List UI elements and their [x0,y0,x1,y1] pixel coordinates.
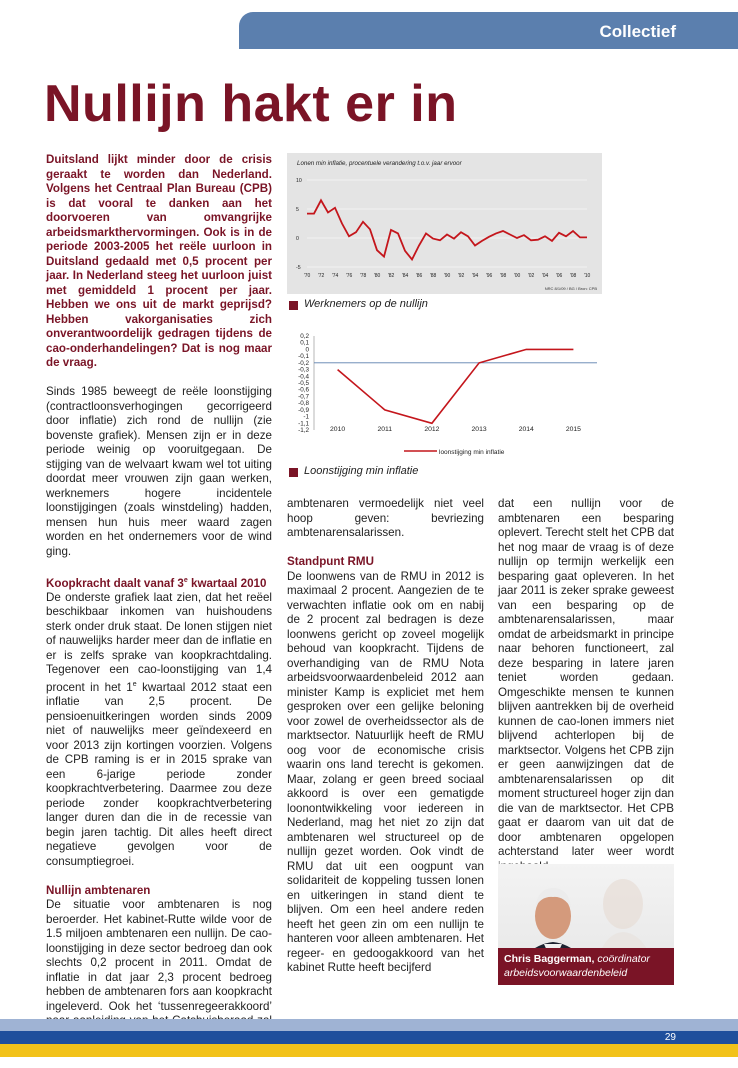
x-tick-label: 2010 [330,426,346,433]
column-1 [46,153,272,1058]
paragraph: De onderste grafiek laat zien, dat het reëel beschikbaar inkomen van huishoudens sterk onder druk staat. De lonen stijgen niet of nauwelijks harder meer dan de inflatie en er is zelfs sprake van koopkrachtdaling. Tegenover een cao-loonstijging van 1,4 procent in het 1e kwartaal 2012 staat een inflatie van 2,5 procent. De pensioenuitkeringen worden sinds 2009 niet of nauwelijks meer geïndexeerd en voor 2013 zijn kortingen voorzien. Volgens de CPB raming is er in 2015 sprake van een 6-jarige periode zonder koopkrachtverbetering. Daarmee zou deze periode zonder koopkrachtverbetering langer duren dan die in de recessie van begin jaren tachtig. Dit alles heeft direct negatieve gevolgen voor de consumptiegroei. [46,590,272,868]
y-tick-label: 0 [305,346,309,354]
x-tick-label: '96 [485,273,493,279]
x-tick-label: '94 [471,273,479,279]
x-tick-label: 2014 [518,426,534,433]
subheading-rmu: Standpunt RMU [287,555,374,568]
caption-name: Chris Baggerman, [504,953,595,965]
section-tab: Collectief [239,12,738,49]
x-tick-label: '98 [499,273,507,279]
x-tick-label: '86 [415,273,423,279]
footer-stripe-yellow [0,1044,738,1057]
intro-paragraph: Duitsland lijkt minder door de crisis geraakt te worden dan Nederland. Volgens het Centraal Plan Bureau (CPB) is dat vooral te danken aan het doorvoeren van omvangrijke arbeidsmarkthervormingen. Ook is in de periode 2003-2005 het reële uurloon in Duitsland gedaald met 0,5 procent per jaar. In Nederland steeg het uurloon juist met gemiddeld 1 procent per jaar. Hebben we ons uit de markt geprijsd? Hebben vakorganisaties zich onverantwoordelijk gedragen tijdens de cao-onderhandelingen? Dat is nog maar de vraag. [46,153,272,369]
x-tick-label: 2011 [377,426,393,433]
x-tick-label: '06 [555,273,563,279]
paragraph: De situatie voor ambtenaren is nog beroerder. Het kabinet-Rutte wilde voor de 1.5 miljoen ambtenaren een nullijn. De cao-loonstijging in deze sector bedroeg dan ook slechts 0,2 procent in 2011. Omdat de inflatie in dat jaar 2,3 procent bedroeg hebben de ambtenaren fors aan koopkracht ingeleverd. Ook het ‘tussenregeerakkoord’ [46,898,272,1013]
x-tick-label: '72 [317,273,325,279]
y-tick-label: -5 [296,265,301,271]
caption-role: coördinator [597,953,650,965]
photo-caption [498,948,674,985]
x-tick-label: '78 [359,273,367,279]
subheading-koopkracht: Koopkracht daalt vanaf 3e kwartaal 2010 [46,576,267,590]
y-tick-label: -0,9 [298,406,309,414]
paragraph: dat een nullijn voor de ambtenaren een besparing oplevert. Terecht stelt het CPB dat het nog maar de vraag is of deze nullijn op termijn werkelijk een besparing gaat opleveren. In het jaar 2011 is zeker sprake geweest van een besparing op de ambtenarensalarissen, maar omdat de arbeidsmarkt in principe naar behoren functioneert, zal deze besparing in latere jaren teniet worden gedaan. Omgeschikte mensen te kunnen blijven aantrekken bij de overheid kunnen de cao-lonen immers niet blijvend achterlopen bij de marktsector. Volgens het CPB zijn er geen aanwijzingen dat de ambtenarensalarissen op dit moment structureel hoger zijn dan die van de marktsector. Het CPB gaat er daarom van uit dat de door ambtenaren opgelopen achterstand later weer wordt [498,497,674,858]
caption-marker [289,301,298,310]
x-tick-label: '76 [345,273,353,279]
y-tick-label: 10 [296,178,302,184]
chart-caption-werknemers: Werknemers op de nullijn [304,298,428,310]
paragraph: ambtenaren vermoedelijk niet veel hoop geven: bevriezing ambtenarensalarissen. [287,497,484,539]
x-tick-label: '88 [429,273,437,279]
series-line [338,349,574,423]
y-tick-label: -1,2 [298,427,309,434]
y-tick-label: 5 [296,207,299,213]
y-tick-label: -0,5 [298,380,309,387]
x-tick-label: '10 [583,273,591,279]
x-tick-label: 2012 [424,426,440,433]
y-tick-label: -0,7 [298,393,309,401]
subheading-ambtenaren: Nullijn ambtenaren [46,883,151,897]
chart-werknemers-svg [287,153,602,294]
y-tick-label: 0 [296,236,299,242]
x-tick-label: '02 [527,273,535,279]
chart-loonstijging [287,330,602,462]
x-tick-label: 2013 [471,426,487,433]
y-tick-label: -0,8 [298,400,309,408]
chart-caption-loonstijging: Loonstijging min inflatie [304,465,419,477]
footer-stripe-light [0,1019,738,1031]
x-tick-label: '82 [387,273,395,279]
y-tick-label: -0,1 [298,353,309,361]
y-tick-label: -0,4 [298,373,309,381]
y-tick-label: -0,2 [298,359,309,367]
y-tick-label: -1,1 [298,420,309,428]
column-2 [287,497,484,990]
paragraph: Sinds 1985 beweegt de reële loonstijging (contractloonsverhogingen gecorrigeerd door inflatie) zich rond de nullijn (zie bovenste grafiek). Mensen zijn er in deze periode weinig op vooruitgegaan. De stijging van de welvaart kwam wel tot uiting doordat meer vrouwen zijn gaan werken, werknemers hogere incidentele loonstijgingen (zoals winstdeling) hadden, mensen hun huis meer waard zagen worden en het ondernemers voor de wind ging. [46,385,272,558]
x-tick-label: '90 [443,273,451,279]
caption-role-2: arbeidsvoorwaardenbeleid [504,967,628,979]
x-tick-label: '70 [303,273,311,279]
y-tick-label: -0,3 [298,366,309,374]
caption-marker [289,468,298,477]
y-tick-label: -1 [303,413,309,421]
x-tick-label: '08 [569,273,577,279]
x-tick-label: '92 [457,273,465,279]
page-number: 29 [664,1032,676,1043]
y-tick-label: 0,1 [300,339,309,347]
x-tick-label: '80 [373,273,381,279]
chart-legend: loonstijging min inflatie [439,449,505,456]
column-3 [498,497,674,889]
x-tick-label: 2015 [565,426,581,433]
chart-werknemers [287,153,602,294]
paragraph: De loonwens van de RMU in 2012 is maximaal 2 procent. Aangezien de te verwachten inflatie ook om en nabij de 2 procent zal bedragen is deze loonwens gericht op zoveel mogelijk behoud van koopkracht. Tijdens de overhandiging van de RMU Nota arbeidsvoorwaardenbeleid 2012 aan minister Kamp is expliciet met hem gesproken over een gelijke beloning voor zowel de overheidssector als de marktsector. Natuurlijk heeft de RMU oog voor de economische crisis waarin ons land terecht is gekomen. Maar, zolang er geen breed sociaal akkoord is over een gematigde loonontwikkeling voor iedereen in Nederland, mag het niet zo zijn dat ambtenaren wel structureel op de nullijn gezet worden. Ook vindt de RMU dat uit een oogpunt van solidariteit de koppeling tussen lonen en uitkeringen in stand dient te blijven. Om een heel andere reden heeft het geen zin om een nullijn te hanteren voor alleen ambtenaren. Het regeer- en gedoogakkoord van het kabinet Rutte heeft becijferd [287,569,484,974]
x-tick-label: '04 [541,273,549,279]
chart-title: Lonen min inflatie, procentuele verandering t.o.v. jaar ervoor [297,160,462,167]
chart-source: NRC 8/1/09 / BG / Bron: CPB [544,286,597,291]
article-title: Nullijn hakt er in [44,75,458,133]
x-tick-label: '74 [331,273,339,279]
section-rmu [287,555,484,976]
y-tick-label: 0,2 [300,333,309,340]
y-tick-label: -0,6 [298,386,309,394]
x-tick-label: '00 [513,273,521,279]
x-tick-label: '84 [401,273,409,279]
section-koopkracht [46,574,272,870]
